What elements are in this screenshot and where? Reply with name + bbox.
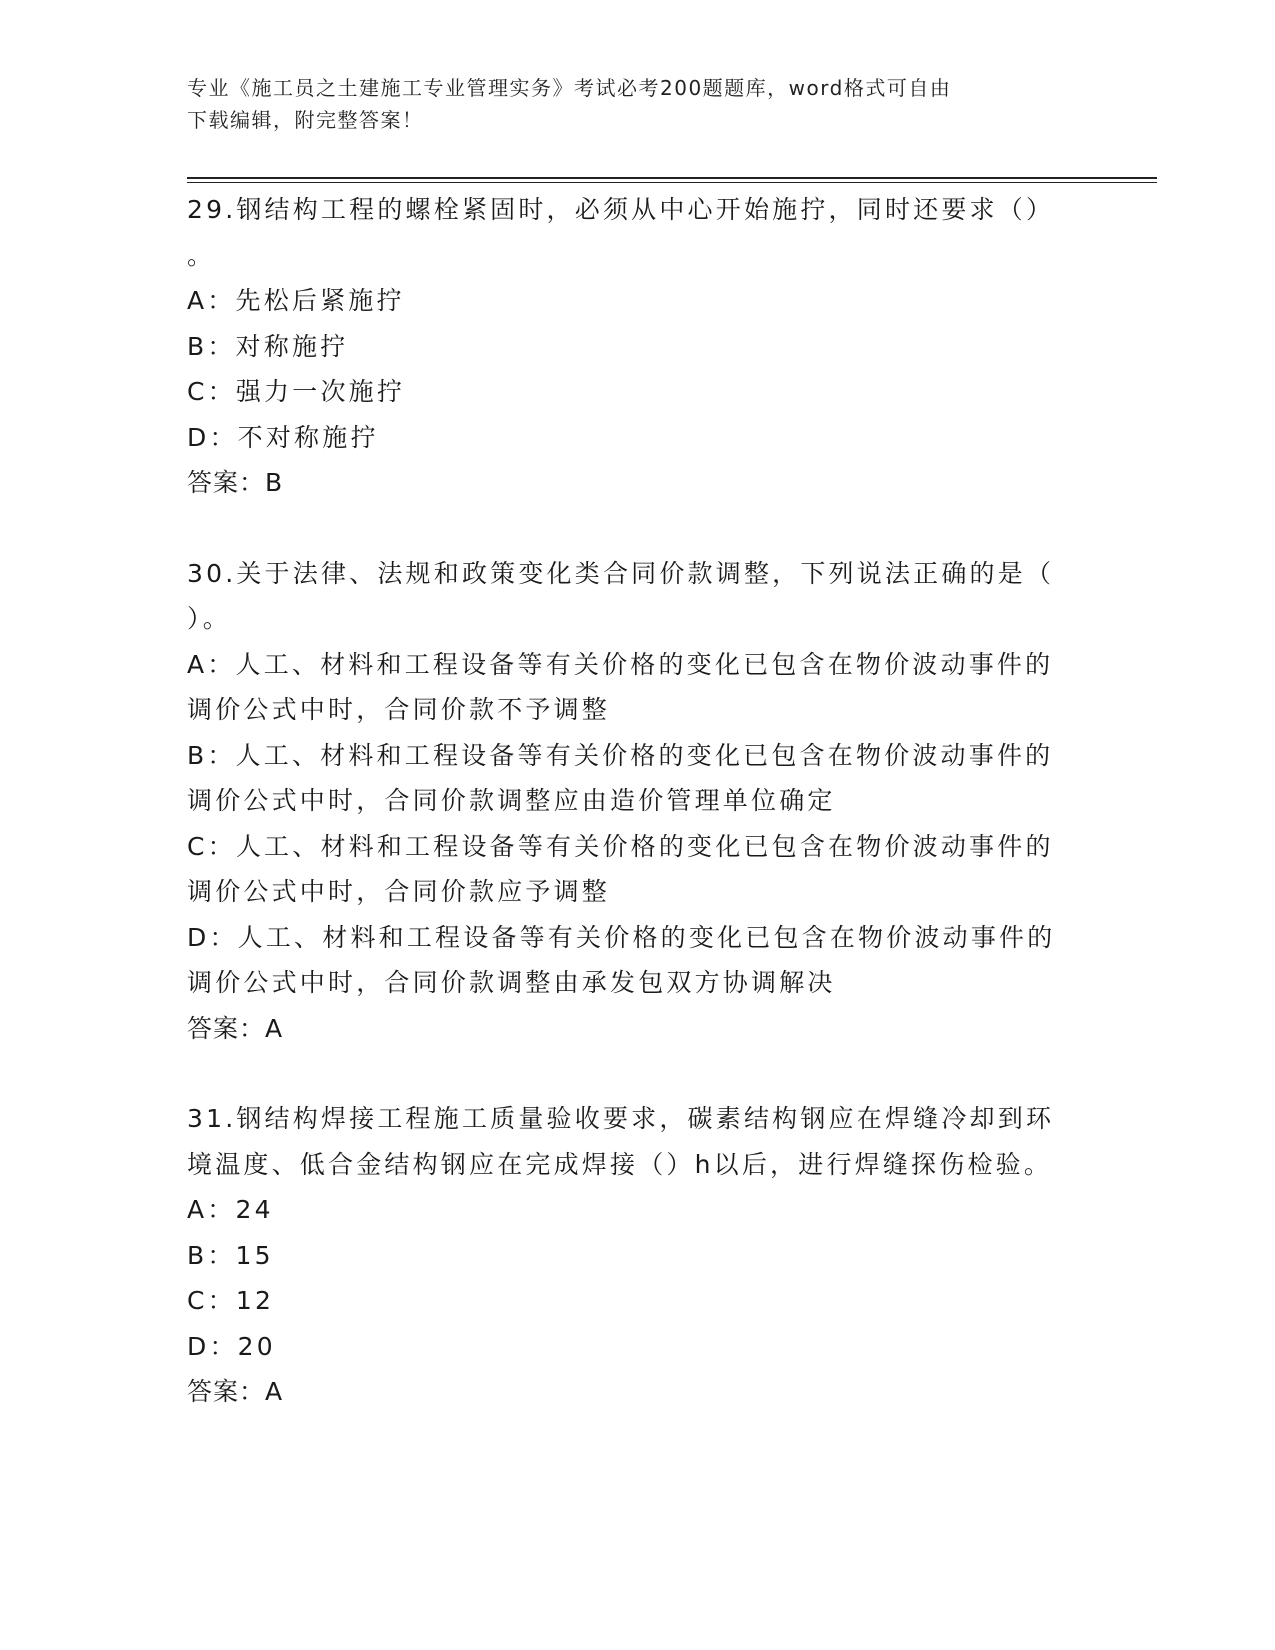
question-stem: 境温度、低合金结构钢应在完成焊接（）h以后，进行焊缝探伤检验。 [187,1149,1053,1179]
option-c-cont: 调价公式中时，合同价款应予调整 [187,877,611,906]
question-list [187,187,1087,1415]
question-31 [187,1096,1087,1415]
intro-line: 下载编辑，附完整答案！ [187,108,424,132]
answer: 答案：B [187,468,284,497]
answer: 答案：A [187,1377,284,1406]
option-d: D：不对称施拧 [187,422,379,452]
option-a: A：24 [187,1195,274,1224]
spacer [187,506,1087,551]
option-c: C：人工、材料和工程设备等有关价格的变化已包含在物价波动事件的 [187,831,1054,861]
option-b: B：对称施拧 [187,331,349,361]
option-b-cont: 调价公式中时，合同价款调整应由造价管理单位确定 [187,786,836,815]
option-b: B：人工、材料和工程设备等有关价格的变化已包含在物价波动事件的 [187,740,1054,770]
answer: 答案：A [187,1013,284,1043]
document-intro [187,72,1067,136]
question-stem: 29.钢结构工程的螺栓紧固时，必须从中心开始施拧，同时还要求（） [187,195,1055,224]
question-stem: 。 [187,240,216,270]
intro-line: 专业《施工员之土建施工专业管理实务》考试必考200题题库，word格式可自由 [187,76,952,100]
option-b: B：15 [187,1240,274,1270]
header-divider-thin [187,182,1157,183]
spacer [187,1051,1087,1096]
question-30 [187,551,1087,1052]
option-c: C：强力一次施拧 [187,377,406,406]
question-stem: 30.关于法律、法规和政策变化类合同价款调整，下列说法正确的是（ [187,558,1055,588]
option-c: C：12 [187,1286,275,1315]
option-d: D：人工、材料和工程设备等有关价格的变化已包含在物价波动事件的 [187,922,1056,952]
option-a-cont: 调价公式中时，合同价款不予调整 [187,695,611,724]
option-d: D：20 [187,1331,276,1361]
question-29 [187,187,1087,506]
header-divider-thick [187,177,1157,179]
option-a: A：先松后紧施拧 [187,286,405,315]
option-a: A：人工、材料和工程设备等有关价格的变化已包含在物价波动事件的 [187,649,1054,679]
question-stem: 31.钢结构焊接工程施工质量验收要求，碳素结构钢应在焊缝冷却到环 [187,1104,1055,1133]
question-stem: ）。 [187,604,231,633]
option-d-cont: 调价公式中时，合同价款调整由承发包双方协调解决 [187,968,836,997]
